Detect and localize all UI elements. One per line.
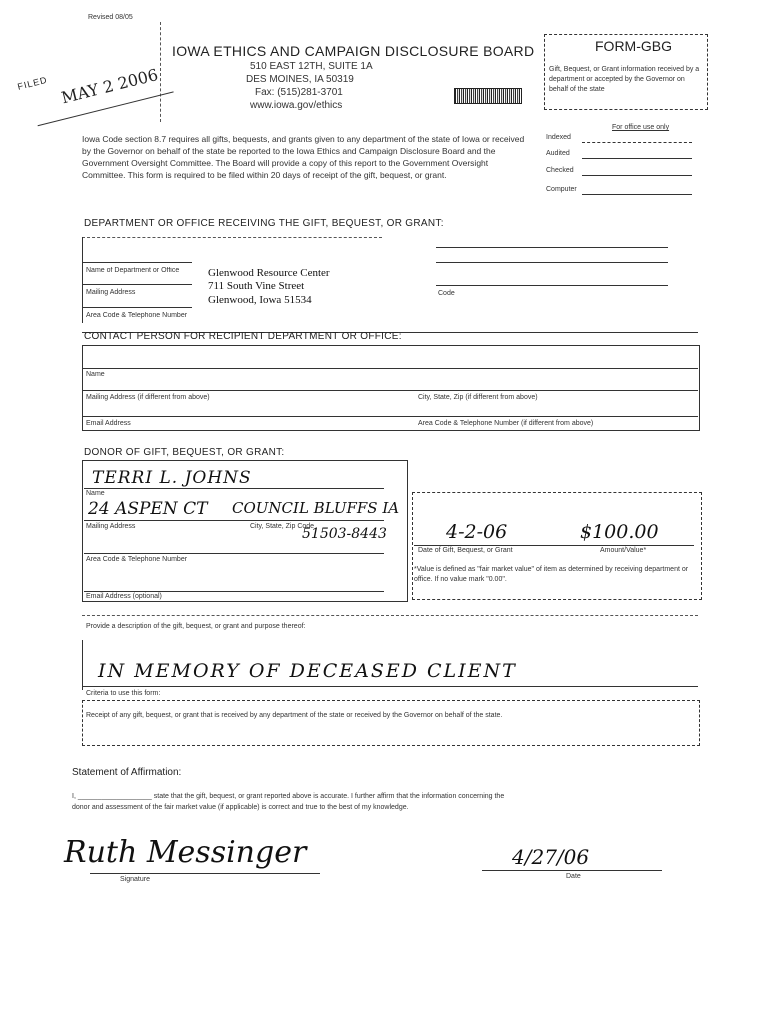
- recipient-phone-line[interactable]: [82, 307, 192, 308]
- recipient-code-label: Code: [438, 290, 455, 297]
- field-computer-line[interactable]: [582, 194, 692, 195]
- field-checked-label: Checked: [546, 167, 574, 174]
- affirmation-date-line[interactable]: [482, 870, 662, 871]
- intro-paragraph: Iowa Code section 8.7 requires all gifts, bequests, and grants given to any department of the state of Iowa or received by the Governor on behalf of the state be reported to the Iowa Ethics and Campaign Disclosure Board and the Government Oversight Committee. The Board will provide a copy of this report to the Government Oversight Committee. This form is required to be filed within 20 days of receipt of the gift, bequest, or grant.: [82, 134, 525, 180]
- description-value: IN MEMORY OF DECEASED CLIENT: [98, 660, 517, 682]
- contact-address-line[interactable]: [82, 390, 698, 391]
- field-indexed-line[interactable]: [582, 142, 692, 143]
- field-checked-line[interactable]: [582, 175, 692, 176]
- contact-phone-label: Area Code & Telephone Number (if different from above): [418, 420, 594, 427]
- contact-city-label: City, State, Zip (if different from above): [418, 394, 538, 401]
- form-title: FORM-GBG: [595, 38, 672, 54]
- donor-email-label: Email Address (optional): [86, 593, 162, 600]
- recipient-code-line[interactable]: [436, 285, 668, 286]
- field-audited-label: Audited: [546, 150, 570, 157]
- donor-name-label: Name: [86, 490, 105, 497]
- contact-email-line[interactable]: [82, 416, 698, 417]
- stamp-date: MAY 2 2006: [59, 64, 160, 108]
- contact-name-label: Name: [86, 371, 105, 378]
- donor-address-label: Mailing Address: [86, 523, 136, 530]
- recipient-city-value: Glenwood, Iowa 51534: [208, 294, 312, 306]
- field-computer-label: Computer: [546, 186, 577, 193]
- office-use-label: For office use only: [612, 124, 670, 131]
- filed-stamp: [16, 43, 178, 147]
- affirmation-heading: Statement of Affirmation:: [72, 767, 182, 778]
- donor-zip-value: 51503-8443: [302, 526, 387, 542]
- description-label: Provide a description of the gift, bequest, or grant and purpose thereof:: [86, 623, 306, 630]
- donor-city-label: City, State, Zip Code: [250, 523, 315, 530]
- contact-heading: CONTACT PERSON FOR RECIPIENT DEPARTMENT OR OFFICE:: [84, 331, 402, 342]
- recipient-right-line-2[interactable]: [436, 262, 668, 263]
- gift-amount-value: $100.00: [580, 521, 659, 543]
- gift-date-line[interactable]: [414, 545, 694, 546]
- criteria-text: Receipt of any gift, bequest, or grant that is received by any department of the state or received by the Governor on behalf of the state.: [86, 712, 503, 719]
- recipient-name-label-text: Name of Department or Office: [86, 267, 180, 274]
- board-name: IOWA ETHICS AND CAMPAIGN DISCLOSURE BOARD: [172, 43, 535, 59]
- recipient-right-line-1[interactable]: [436, 247, 668, 248]
- affirmation-line-1: I, ___________________ state that the gift, bequest, or grant reported above is accurate. I further affirm that the information concerning the: [72, 793, 505, 800]
- gift-value-note: *Value is defined as "fair market value" of item as determined by receiving department or office. If no value mark "0.00".: [414, 566, 689, 583]
- recipient-phone-label: [86, 312, 188, 319]
- description-left-rule: [82, 640, 83, 690]
- donor-email-line[interactable]: [84, 591, 384, 592]
- gift-amount-label: Amount/Value*: [600, 547, 647, 554]
- address-line-1: 510 EAST 12TH, SUITE 1A: [250, 61, 373, 72]
- recipient-name-line[interactable]: [82, 262, 192, 263]
- recipient-address-line[interactable]: [82, 284, 192, 285]
- form-description: Gift, Bequest, or Grant information received by a department or accepted by the Governor on behalf of the state: [549, 66, 700, 93]
- donor-name-value: TERRI L. JOHNS: [92, 468, 252, 488]
- stamp-filed-label: FILED: [16, 74, 49, 92]
- barcode: [454, 88, 522, 104]
- field-audited-line[interactable]: [582, 158, 692, 159]
- gift-date-label: Date of Gift, Bequest, or Grant: [418, 547, 513, 554]
- gift-date-value: 4-2-06: [446, 521, 508, 543]
- description-line[interactable]: [82, 686, 698, 687]
- recipient-heading: DEPARTMENT OR OFFICE RECEIVING THE GIFT, BEQUEST, OR GRANT:: [84, 218, 444, 229]
- signature-label: Signature: [120, 876, 150, 883]
- donor-address-value: 24 ASPEN CT: [88, 499, 208, 519]
- donor-heading: DONOR OF GIFT, BEQUEST, OR GRANT:: [84, 447, 285, 458]
- recipient-name-label: [86, 267, 188, 274]
- criteria-box: [82, 700, 700, 746]
- donor-address-line[interactable]: [84, 520, 384, 521]
- signature-value: Ruth Messinger: [64, 835, 307, 870]
- description-top-rule: [82, 615, 698, 616]
- affirmation-date-value: 4/27/06: [512, 845, 590, 869]
- donor-phone-line[interactable]: [84, 553, 384, 554]
- recipient-street-value: 711 South Vine Street: [208, 280, 305, 292]
- field-indexed-label: Indexed: [546, 134, 571, 141]
- recipient-top-rule: [82, 237, 382, 238]
- signature-line[interactable]: [90, 873, 320, 874]
- contact-email-label: Email Address: [86, 420, 131, 427]
- website: www.iowa.gov/ethics: [250, 100, 343, 111]
- form-info-box: [544, 34, 708, 110]
- contact-name-line[interactable]: [82, 368, 698, 369]
- contact-box: [82, 345, 700, 431]
- donor-name-line[interactable]: [84, 488, 384, 489]
- recipient-left-rule: [82, 237, 83, 323]
- donor-phone-label: Area Code & Telephone Number: [86, 556, 188, 563]
- recipient-phone-label-text: Area Code & Telephone Number: [86, 312, 188, 319]
- donor-city-value: COUNCIL BLUFFS IA: [232, 499, 400, 517]
- fax-number: Fax: (515)281-3701: [255, 87, 343, 98]
- criteria-label: Criteria to use this form:: [86, 690, 161, 697]
- recipient-name-value: Glenwood Resource Center: [208, 267, 330, 279]
- affirmation-date-label: Date: [566, 873, 581, 880]
- revised-date: Revised 08/05: [88, 14, 133, 21]
- address-line-2: DES MOINES, IA 50319: [246, 74, 354, 85]
- affirmation-line-2: donor and assessment of the fair market value (if applicable) is correct and true to the best of my knowledge.: [72, 804, 409, 811]
- recipient-address-label: Mailing Address: [86, 289, 136, 296]
- contact-address-label: Mailing Address (if different from above): [86, 394, 210, 401]
